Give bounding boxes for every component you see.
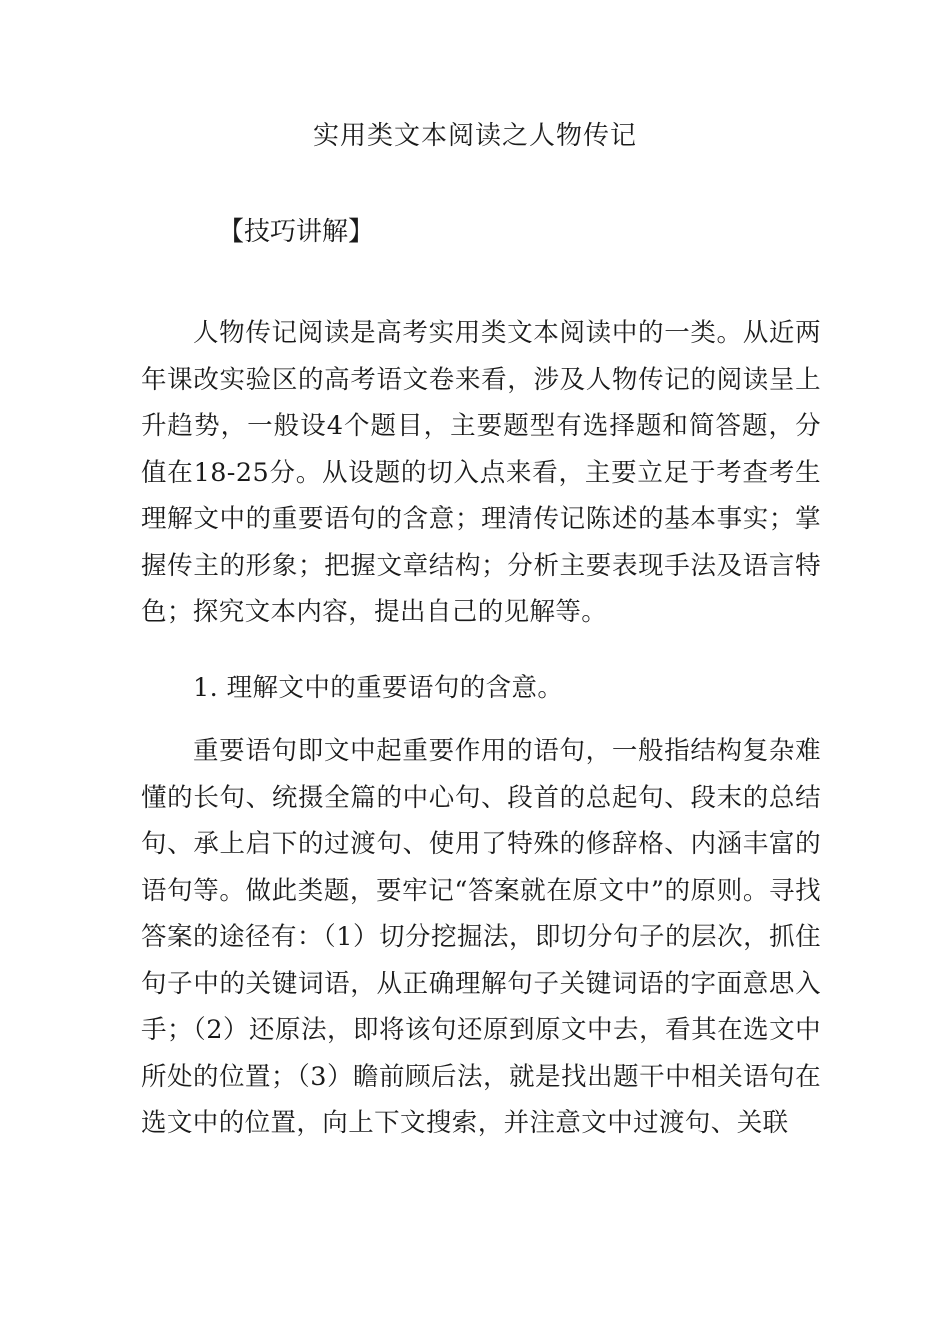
paragraph-important-sentences: 重要语句即文中起重要作用的语句，一般指结构复杂难懂的长句、统摄全篇的中心句、段首的总起句、段末的总结句、承上启下的过渡句、使用了特殊的修辞格、内涵丰富的语句等。做此类题，要牢记“答案就在原文中”的原则。寻找答案的途径有：（1）切分挖掘法，即切分句子的层次，抓住句子中的关键词语，从正确理解句子关键词语的字面意思入手；（2）还原法，即将该句还原到原文中去，看其在选文中所处的位置；（3）瞻前顾后法，就是找出题干中相关语句在选文中的位置，向上下文搜索，并注意文中过渡句、关联 (141, 736, 821, 1138)
section-heading: 【技巧讲解】 (218, 217, 375, 247)
document-title: 实用类文本阅读之人物传记 (312, 121, 637, 151)
paragraph-intro: 人物传记阅读是高考实用类文本阅读中的一类。从近两年课改实验区的高考语文卷来看，涉及人物传记的阅读呈上升趋势，一般设4个题目，主要题型有选择题和简答题，分值在18-25分。从设题的切入点来看，主要立足于考查考生理解文中的重要语句的含意；理清传记陈述的基本事实；掌握传主的形象；把握文章结构；分析主要表现手法及语言特色；探究文本内容，提出自己的见解等。 (141, 318, 821, 627)
subheading-important-sentences: 1. 理解文中的重要语句的含意。 (193, 673, 564, 703)
